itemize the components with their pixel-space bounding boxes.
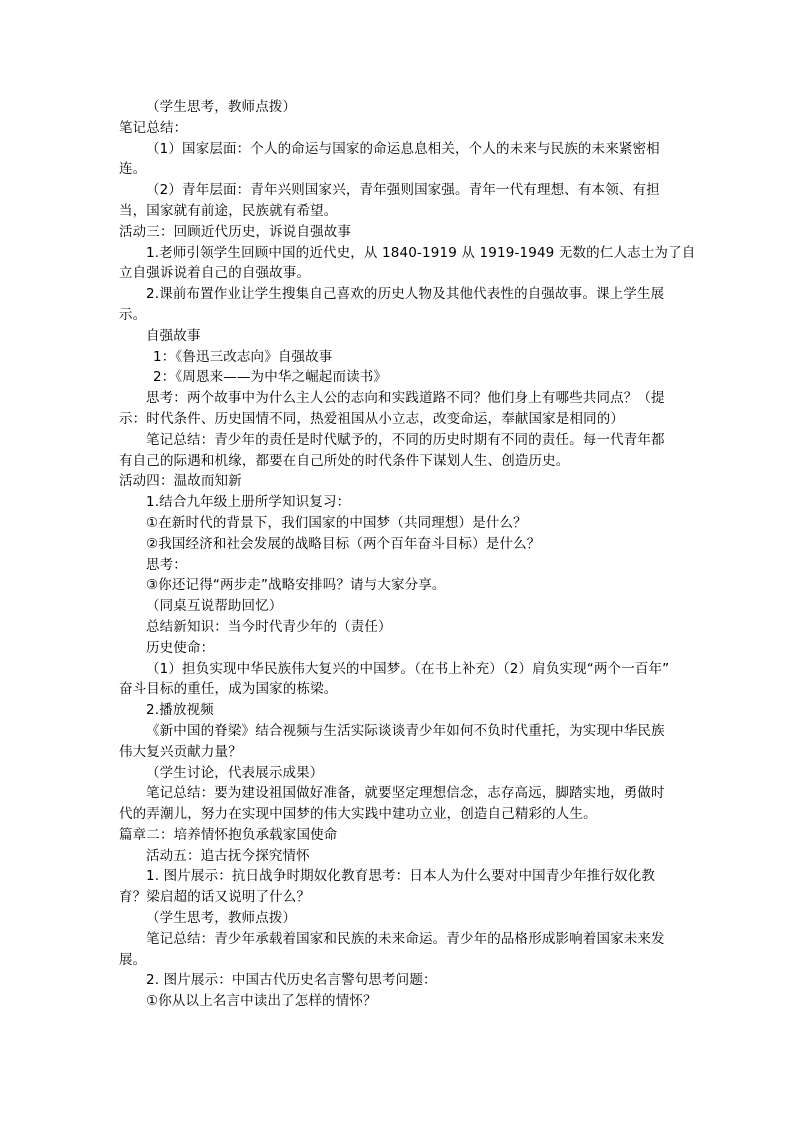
- text-line: 1.老师引领学生回顾中国的近代史，从 1840-1919 从 1919-1949 无数的仁人志士为了自: [146, 244, 696, 261]
- text-line: 《新中国的脊梁》结合视频与生活实际谈谈青少年如何不负时代重托，为实现中华民族: [146, 722, 665, 739]
- text-line: 育？梁启超的话又说明了什么？: [119, 889, 311, 906]
- text-line: 篇章二：培养情怀抱负承载家国使命: [119, 826, 338, 843]
- text-line: 1：《鲁迅三改志向》自强故事: [153, 348, 333, 365]
- text-line: 奋斗目标的重任，成为国家的栋梁。: [119, 681, 338, 698]
- text-line: （1）国家层面：个人的命运与国家的命运息息相关，个人的未来与民族的未来紧密相: [146, 140, 660, 157]
- text-line: （同桌互说帮助回忆）: [146, 598, 283, 615]
- text-line: 笔记总结：青少年的责任是时代赋予的，不同的历史时期有不同的责任。每一代青年都: [146, 431, 665, 448]
- text-line: 2. 图片展示：中国古代历史名言警句思考问题：: [146, 972, 437, 989]
- text-line: 活动五：追古抚今探究情怀: [146, 847, 310, 864]
- text-line: 自强故事: [146, 327, 201, 344]
- text-line: 活动三：回顾近代历史，诉说自强故事: [119, 223, 352, 240]
- text-line: （学生思考，教师点拨）: [146, 910, 297, 927]
- text-line: 示：时代条件、历史国情不同，热爱祖国从小立志，改变命运，奉献国家是相同的）: [119, 410, 625, 427]
- text-line: 当，国家就有前途，民族就有希望。: [119, 202, 338, 219]
- text-line: （学生思考，教师点拨）: [146, 99, 297, 115]
- text-line: 有自己的际遇和机缘，都要在自己所处的时代条件下谋划人生、创造历史。: [119, 452, 570, 469]
- text-line: ①你从以上名言中读出了怎样的情怀？: [146, 993, 377, 1010]
- text-line: （学生讨论，代表展示成果）: [146, 764, 324, 781]
- text-line: 立自强诉说着自己的自强故事。: [119, 265, 311, 282]
- text-line: 思考：两个故事中为什么主人公的志向和实践道路不同？他们身上有哪些共同点？（提: [146, 390, 665, 407]
- text-line: 伟大复兴贡献力量？: [119, 743, 242, 760]
- text-line: 代的弄潮儿，努力在实现中国梦的伟大实践中建功立业，创造自己精彩的人生。: [119, 806, 597, 823]
- text-line: ③你还记得“两步走”战略安排吗？请与大家分享。: [146, 577, 446, 594]
- text-line: 2.播放视频: [146, 702, 214, 719]
- text-line: 2.课前布置作业让学生搜集自己喜欢的历史人物及其他代表性的自强故事。课上学生展: [146, 286, 665, 303]
- text-line: 展。: [119, 951, 147, 968]
- text-line: 1.结合九年级上册所学知识复习：: [146, 494, 351, 511]
- document-body: [119, 97, 696, 1012]
- text-line: 笔记总结：要为建设祖国做好准备，就要坚定理想信念，志存高远，脚踏实地，勇做时: [146, 785, 665, 802]
- text-line: 2：《周恩来——为中华之崛起而读书》: [153, 369, 388, 386]
- text-line: ②我国经济和社会发展的战略目标（两个百年奋斗目标）是什么？: [146, 535, 541, 552]
- text-line: 1. 图片展示：抗日战争时期奴化教育思考：日本人为什么要对中国青少年推行奴化教: [146, 868, 656, 885]
- text-line: 历史使命：: [146, 639, 215, 656]
- text-line: 总结新知识：当今时代青少年的（责任）: [146, 618, 392, 635]
- text-line: 笔记总结：青少年承载着国家和民族的未来命运。青少年的品格形成影响着国家未来发: [146, 930, 665, 947]
- text-line: ①在新时代的背景下，我们国家的中国梦（共同理想）是什么？: [146, 514, 527, 531]
- text-line: 示。: [119, 306, 147, 323]
- text-line: 笔记总结：: [119, 119, 188, 136]
- text-line: 思考：: [146, 556, 187, 573]
- text-line: 活动四：温故而知新: [119, 473, 242, 490]
- text-line: （2）青年层面：青年兴则国家兴，青年强则国家强。青年一代有理想、有本领、有担: [146, 182, 660, 199]
- text-line: （1）担负实现中华民族伟大复兴的中国梦。（在书上补充）（2）肩负实现“两个一百年”: [146, 660, 670, 677]
- text-line: 连。: [119, 161, 147, 178]
